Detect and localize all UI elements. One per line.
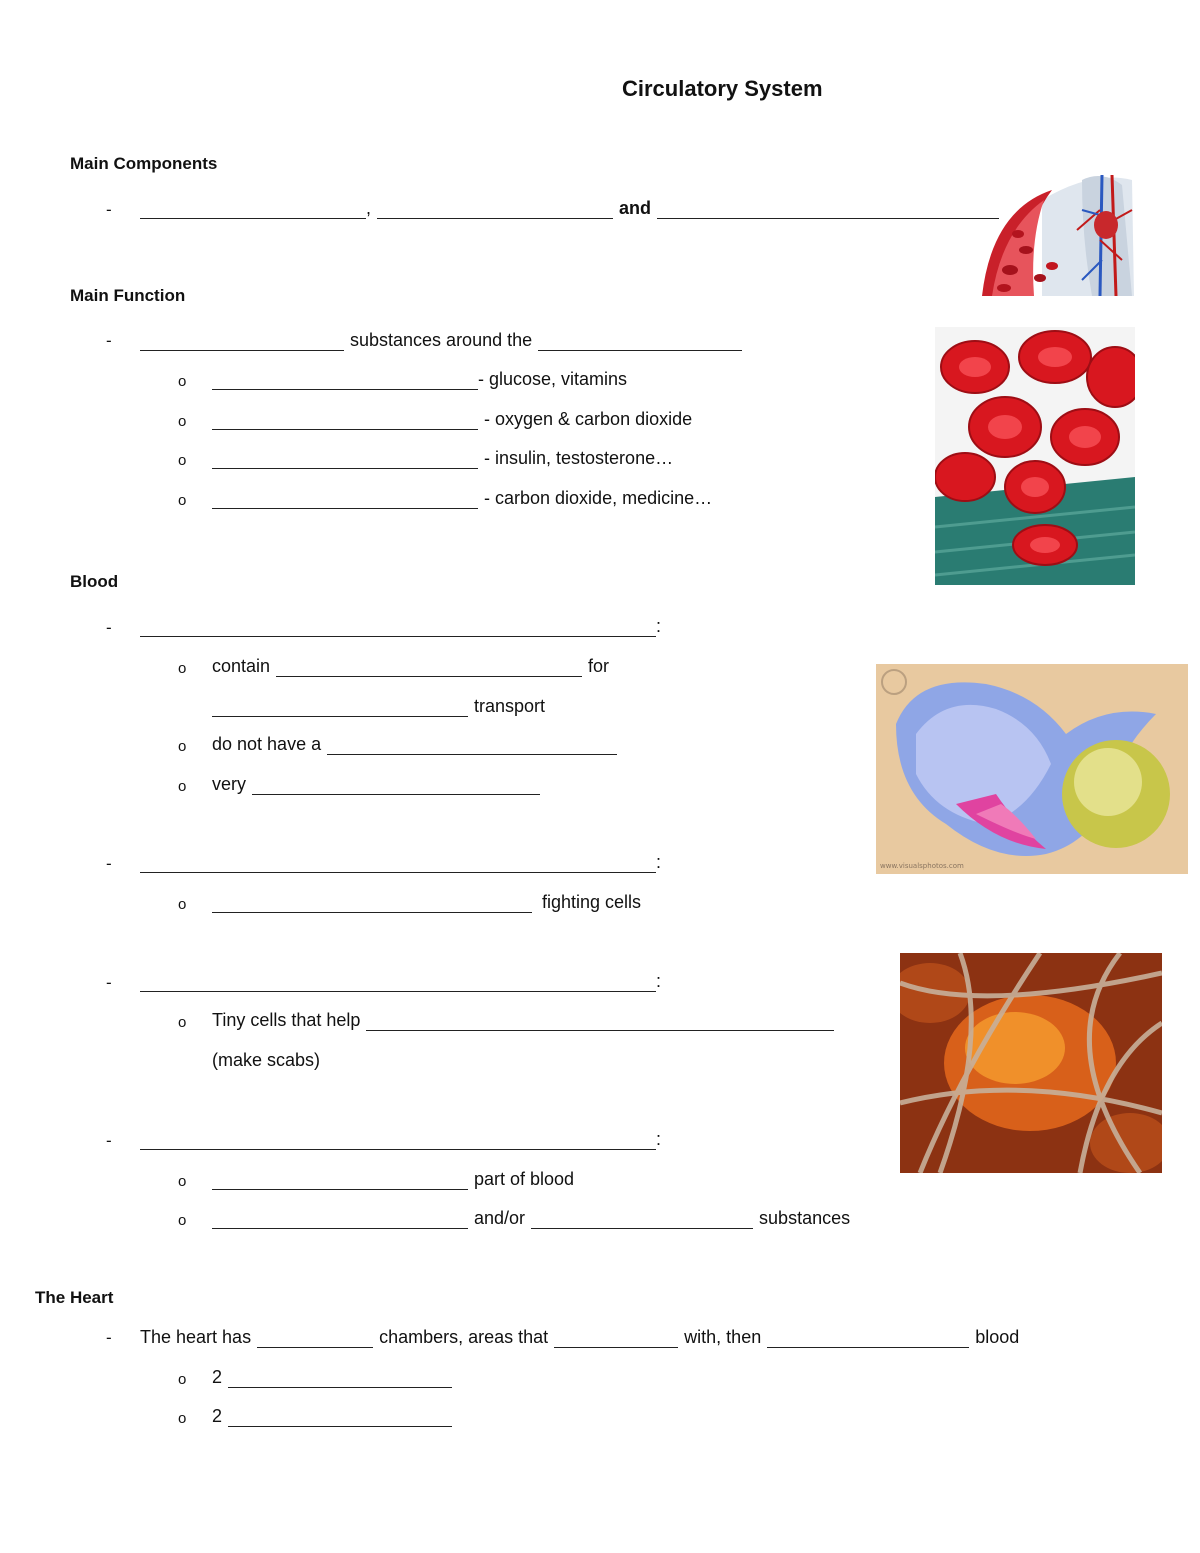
transport-text: transport [474, 696, 546, 716]
two-text: 2 [212, 1406, 223, 1426]
sub-bullet: o [178, 373, 187, 390]
blank-field[interactable] [140, 973, 656, 992]
blank-field[interactable] [657, 200, 999, 219]
sub-bullet: o [178, 413, 187, 430]
function-item-text: - glucose, vitamins [478, 369, 628, 389]
sub-bullet: o [178, 1371, 187, 1388]
sub-bullet: o [178, 1410, 187, 1427]
blank-field[interactable] [140, 332, 344, 351]
heading-main-function: Main Function [70, 286, 186, 305]
blank-field[interactable] [257, 1329, 373, 1348]
colon-text: : [656, 971, 662, 991]
chambers-text: chambers, areas that [379, 1327, 549, 1347]
sub-bullet: o [178, 1014, 187, 1031]
function-item-text: - insulin, testosterone… [484, 448, 674, 468]
heart-item [212, 1367, 452, 1388]
and-text: and [619, 198, 652, 218]
blank-field[interactable] [276, 658, 582, 677]
components-line [140, 198, 999, 219]
function-item [212, 488, 712, 509]
blank-field[interactable] [554, 1329, 678, 1348]
plasma-item [212, 1208, 850, 1229]
contain-text: contain [212, 656, 271, 676]
no-have-text: do not have a [212, 734, 322, 754]
blank-field[interactable] [212, 1171, 468, 1190]
white-blood-cell-photo [876, 664, 1188, 874]
sub-bullet: o [178, 660, 187, 677]
part-of-blood-text: part of blood [474, 1169, 575, 1189]
blank-field[interactable] [252, 776, 540, 795]
bullet-dash: - [106, 331, 112, 350]
fighting-text: fighting cells [542, 892, 642, 912]
make-scabs-text: (make scabs) [212, 1050, 321, 1070]
blank-field[interactable] [377, 200, 613, 219]
colon-text: : [656, 616, 662, 636]
blank-field[interactable] [212, 450, 478, 469]
very-text: very [212, 774, 247, 794]
heart-has-text: The heart has [140, 1327, 252, 1347]
heart-item [212, 1406, 452, 1427]
blank-field[interactable] [366, 1012, 834, 1031]
bullet-dash: - [106, 973, 112, 992]
sub-bullet: o [178, 1173, 187, 1190]
page-title: Circulatory System [622, 76, 823, 101]
function-item-text: - oxygen & carbon dioxide [484, 409, 693, 429]
blank-field[interactable] [538, 332, 742, 351]
blank-field[interactable] [212, 698, 468, 717]
tiny-cells-text: Tiny cells that help [212, 1010, 361, 1030]
red-cell-item [212, 734, 617, 755]
blank-field[interactable] [228, 1408, 452, 1427]
heart-line [140, 1327, 1019, 1348]
heading-main-components: Main Components [70, 154, 218, 173]
blank-field[interactable] [212, 894, 532, 913]
blank-field[interactable] [140, 854, 656, 873]
bullet-dash: - [106, 618, 112, 637]
function-item [212, 369, 627, 390]
red-cell-item [212, 774, 540, 795]
sub-bullet: o [178, 896, 187, 913]
blank-field[interactable] [140, 200, 366, 219]
sub-bullet: o [178, 1212, 187, 1229]
plasma-item [212, 1169, 574, 1190]
blood-type-line [140, 852, 661, 873]
blank-field[interactable] [140, 1131, 656, 1150]
rbc-svg [935, 327, 1135, 585]
blood-type-line [140, 1129, 661, 1150]
circulation-svg [982, 170, 1137, 296]
heading-the-heart: The Heart [35, 1288, 114, 1307]
bullet-dash: - [106, 200, 112, 219]
blank-field[interactable] [212, 1210, 468, 1229]
blood-type-line [140, 616, 661, 637]
bullet-dash: - [106, 1328, 112, 1347]
function-item [212, 409, 692, 430]
colon-text: : [656, 852, 662, 872]
function-mid-text: substances around the [350, 330, 533, 350]
platelet-clot-photo [900, 953, 1162, 1173]
red-cell-item-cont [212, 696, 545, 717]
blank-field[interactable] [140, 618, 656, 637]
blank-field[interactable] [228, 1369, 452, 1388]
blank-field[interactable] [212, 371, 478, 390]
colon-text: : [656, 1129, 662, 1149]
blank-field[interactable] [531, 1210, 753, 1229]
and-or-text: and/or [474, 1208, 526, 1228]
wbc-svg [876, 664, 1188, 874]
substances-text: substances [759, 1208, 851, 1228]
heading-blood: Blood [70, 572, 119, 591]
for-text: for [588, 656, 610, 676]
blood-text: blood [975, 1327, 1020, 1347]
red-blood-cells-photo [935, 327, 1135, 585]
blood-type-line [140, 971, 661, 992]
sub-bullet: o [178, 452, 187, 469]
two-text: 2 [212, 1367, 223, 1387]
watermark-text: www.visualsphotos.com [880, 862, 964, 870]
sub-bullet: o [178, 778, 187, 795]
platelet-item [212, 1010, 834, 1031]
sub-bullet: o [178, 738, 187, 755]
blank-field[interactable] [767, 1329, 969, 1348]
comma-text: , [366, 198, 372, 218]
bullet-dash: - [106, 854, 112, 873]
white-cell-item [212, 892, 641, 913]
blank-field[interactable] [212, 411, 478, 430]
function-item-text: - carbon dioxide, medicine… [484, 488, 713, 508]
sub-bullet: o [178, 492, 187, 509]
with-then-text: with, then [684, 1327, 762, 1347]
clot-svg [900, 953, 1162, 1173]
blank-field[interactable] [327, 736, 617, 755]
blank-field[interactable] [212, 490, 478, 509]
red-cell-item [212, 656, 609, 677]
function-line [140, 330, 742, 351]
bullet-dash: - [106, 1131, 112, 1150]
circulation-illustration [982, 170, 1137, 296]
function-item [212, 448, 673, 469]
